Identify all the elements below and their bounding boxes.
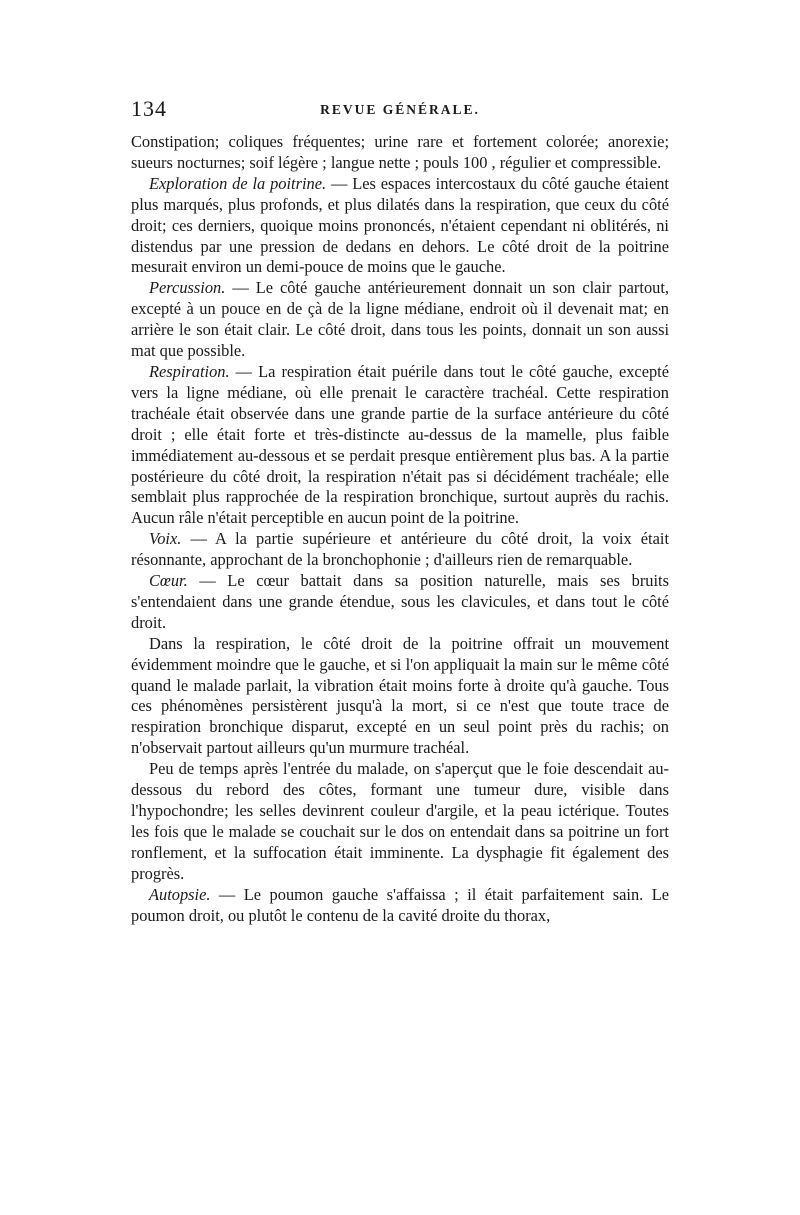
paragraph-percussion [131, 278, 669, 362]
paragraph-text: Peu de temps après l'entrée du malade, on s'aperçut que le foie descendait au-dessous du rebord des côtes, formant une tumeur dure, visible dans l'hypochondre; les selles devinrent couleur d'argile, et la peau ictérique. Toutes les fois que le malade se couchait sur le dos on entendait dans sa poitrine un fort ronflement, et la suffocation était imminente. La dysphagie fit également des progrès. [131, 759, 669, 883]
paragraph-lead: Exploration de la poitrine. [149, 173, 327, 193]
paragraph-coeur [131, 571, 669, 634]
paragraph-text: — Le poumon gauche s'affaissa ; il était parfaitement sain. Le poumon droit, ou plutôt le contenu de la cavité droite du thorax, [131, 884, 669, 925]
paragraph-lead: Percussion. [149, 278, 226, 298]
paragraph-lead: Autopsie. [149, 884, 211, 904]
paragraph-text: — A la partie supérieure et antérieure du côté droit, la voix était résonnante, approchant de la bronchophonie ; d'ailleurs rien de remarquable. [131, 529, 669, 570]
paragraph-text: — Le cœur battait dans sa position naturelle, mais ses bruits s'entendaient dans une grande étendue, sous les clavicules, et dans tout le côté droit. [131, 571, 669, 632]
paragraph-symptoms [131, 132, 669, 174]
paragraph-foie [131, 759, 669, 884]
paragraph-respiration [131, 362, 669, 529]
paragraph-lead: Cœur. [149, 571, 188, 591]
paragraph-lead: Respiration. [149, 361, 230, 381]
paragraph-text: — Les espaces intercostaux du côté gauche étaient plus marqués, plus profonds, et plus dilatés dans la respiration, que ceux du côté droit; ces derniers, quoique moins prononcés, n'étaient cependant ni oblitérés, ni distendus par une pression de dedans en dehors. Le côté droit de la poitrine mesurait environ un demi-pouce de moins que le gauche. [131, 173, 669, 277]
paragraph-text: — Le côté gauche antérieurement donnait un son clair partout, excepté à un pouce en de çà de la ligne médiane, endroit où il devenait mat; en arrière le son était clair. Le côté droit, dans tous les points, donnait un son aussi mat que possible. [131, 278, 669, 361]
page-header [131, 96, 669, 126]
paragraph-mouvement [131, 634, 669, 759]
paragraph-text: — La respiration était puérile dans tout le côté gauche, excepté vers la ligne médiane, où elle prenait le caractère trachéal. Cette respiration trachéale était observée dans une grande partie de la surface antérieure du côté droit ; elle était forte et très-distincte au-dessus de la mamelle, plus faible immédiatement au-dessous et se perdait presque entièrement plus bas. A la partie postérieure du côté droit, la respiration n'était pas si décidément trachéale; elle semblait plus rapprochée de la respiration bronchique, surtout auprès du rachis. Aucun râle n'était perceptible en aucun point de la poitrine. [131, 361, 669, 528]
paragraph-voix [131, 529, 669, 571]
running-head: REVUE GÉNÉRALE. [320, 102, 480, 117]
paragraph-text: Dans la respiration, le côté droit de la poitrine offrait un mouvement évidemment moindre que le gauche, et si l'on appliquait la main sur le même côté quand le malade parlait, la vibration était moins forte à droite qu'à gauche. Tous ces phénomènes persistèrent jusqu'à la mort, si ce n'est que toute trace de respiration bronchique disparut, excepté en un seul point près du rachis; on n'observait partout ailleurs qu'un murmure trachéal. [131, 633, 669, 758]
paragraph-lead: Voix. [149, 529, 182, 549]
page-number: 134 [131, 96, 167, 121]
paragraph-text: Constipation; coliques fréquentes; urine rare et fortement colorée; anorexie; sueurs nocturnes; soif légère ; langue nette ; pouls 100 , régulier et compressible. [131, 132, 669, 172]
paragraph-autopsie [131, 885, 669, 927]
book-page [131, 96, 669, 926]
paragraph-exploration [131, 174, 669, 279]
body-text [131, 132, 669, 926]
